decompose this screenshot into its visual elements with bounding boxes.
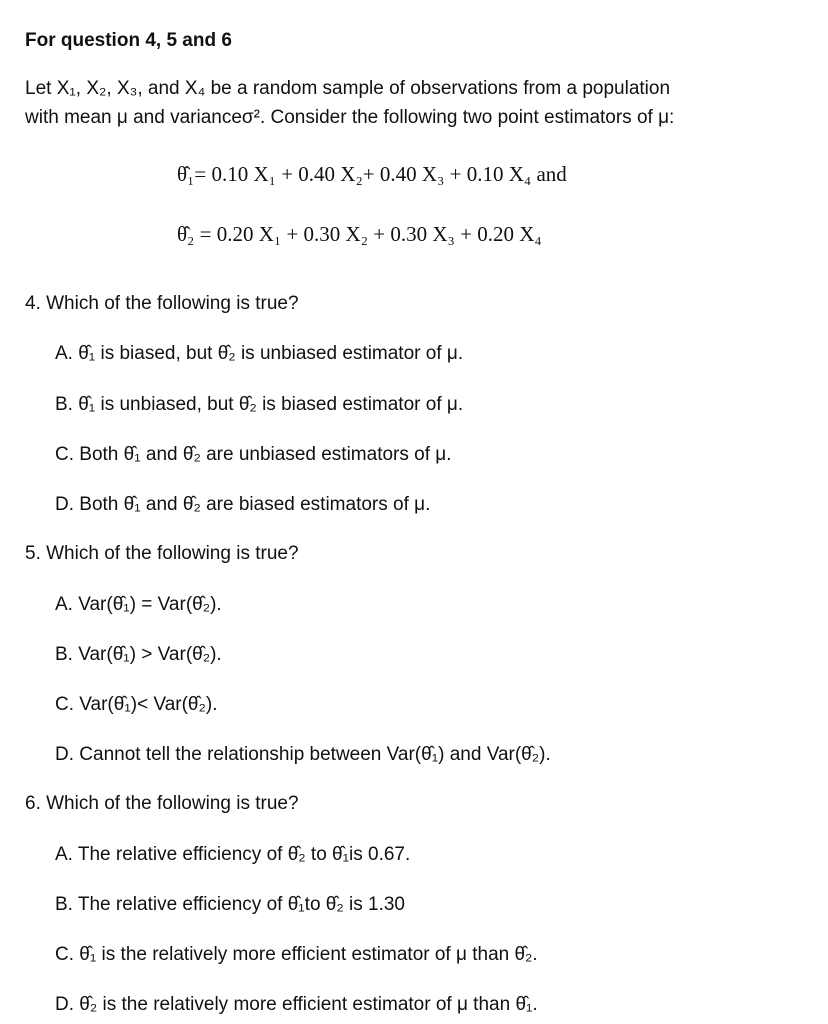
question-5-option-a[interactable] — [55, 591, 222, 618]
section-heading: For question 4, 5 and 6 — [25, 30, 232, 51]
question-5-option-c[interactable] — [55, 691, 217, 718]
question-4-option-a-text: A. θ̂₁ is biased, but θ̂₂ is unbiased estimator of μ. — [55, 343, 464, 364]
question-5-option-c-text: C. Var(θ̂₁)< Var(θ̂₂). — [55, 694, 218, 715]
estimator-theta-2-formula — [177, 219, 542, 249]
question-4-option-c-text: C. Both θ̂₁ and θ̂₂ are unbiased estimators of μ. — [55, 444, 452, 465]
question-5-option-d-text: D. Cannot tell the relationship between Var(θ̂₁) and Var(θ̂₂). — [55, 744, 551, 765]
question-4-prompt — [25, 290, 299, 317]
question-5-text: 5. Which of the following is true? — [25, 543, 299, 564]
question-6-option-a-text: A. The relative efficiency of θ̂₂ to θ̂₁is 0.67. — [55, 844, 411, 865]
question-6-option-d[interactable] — [55, 991, 538, 1018]
problem-statement-line-1: Let X₁, X₂, X₃, and X₄ be a random sample of observations from a population — [25, 78, 671, 99]
estimator-theta-2-text: θ̂₂ = 0.20 X₁ + 0.30 X₂ + 0.30 X₃ + 0.20 X₄ — [177, 222, 542, 246]
question-5-option-b-text: B. Var(θ̂₁) > Var(θ̂₂). — [55, 644, 222, 665]
estimator-theta-1-text: θ̂₁= 0.10 X₁ + 0.40 X₂+ 0.40 X₃ + 0.10 X₄ and — [177, 162, 567, 186]
question-5-prompt — [25, 540, 299, 567]
estimator-theta-1-formula — [177, 159, 567, 189]
question-6-option-c[interactable] — [55, 941, 538, 968]
question-5-option-d[interactable] — [55, 741, 551, 768]
question-6-prompt — [25, 790, 299, 817]
question-6-option-b[interactable] — [55, 891, 405, 918]
question-5-option-a-text: A. Var(θ̂₁) = Var(θ̂₂). — [55, 594, 222, 615]
question-4-text: 4. Which of the following is true? — [25, 293, 299, 314]
question-4-option-a[interactable] — [55, 340, 463, 367]
question-4-option-b-text: B. θ̂₁ is unbiased, but θ̂₂ is biased estimator of μ. — [55, 394, 464, 415]
question-4-option-d[interactable] — [55, 491, 430, 518]
question-6-option-c-text: C. θ̂₁ is the relatively more efficient estimator of μ than θ̂₂. — [55, 944, 538, 965]
question-5-option-b[interactable] — [55, 641, 222, 668]
question-4-option-d-text: D. Both θ̂₁ and θ̂₂ are biased estimators of μ. — [55, 494, 431, 515]
question-6-text: 6. Which of the following is true? — [25, 793, 299, 814]
problem-statement-line-2: with mean μ and varianceσ². Consider the following two point estimators of μ: — [25, 107, 675, 128]
question-4-option-b[interactable] — [55, 391, 463, 418]
question-6-option-b-text: B. The relative efficiency of θ̂₁to θ̂₂ is 1.30 — [55, 894, 405, 915]
question-4-option-c[interactable] — [55, 441, 452, 468]
question-6-option-a[interactable] — [55, 841, 410, 868]
problem-statement — [25, 74, 805, 132]
question-6-option-d-text: D. θ̂₂ is the relatively more efficient estimator of μ than θ̂₁. — [55, 994, 538, 1015]
